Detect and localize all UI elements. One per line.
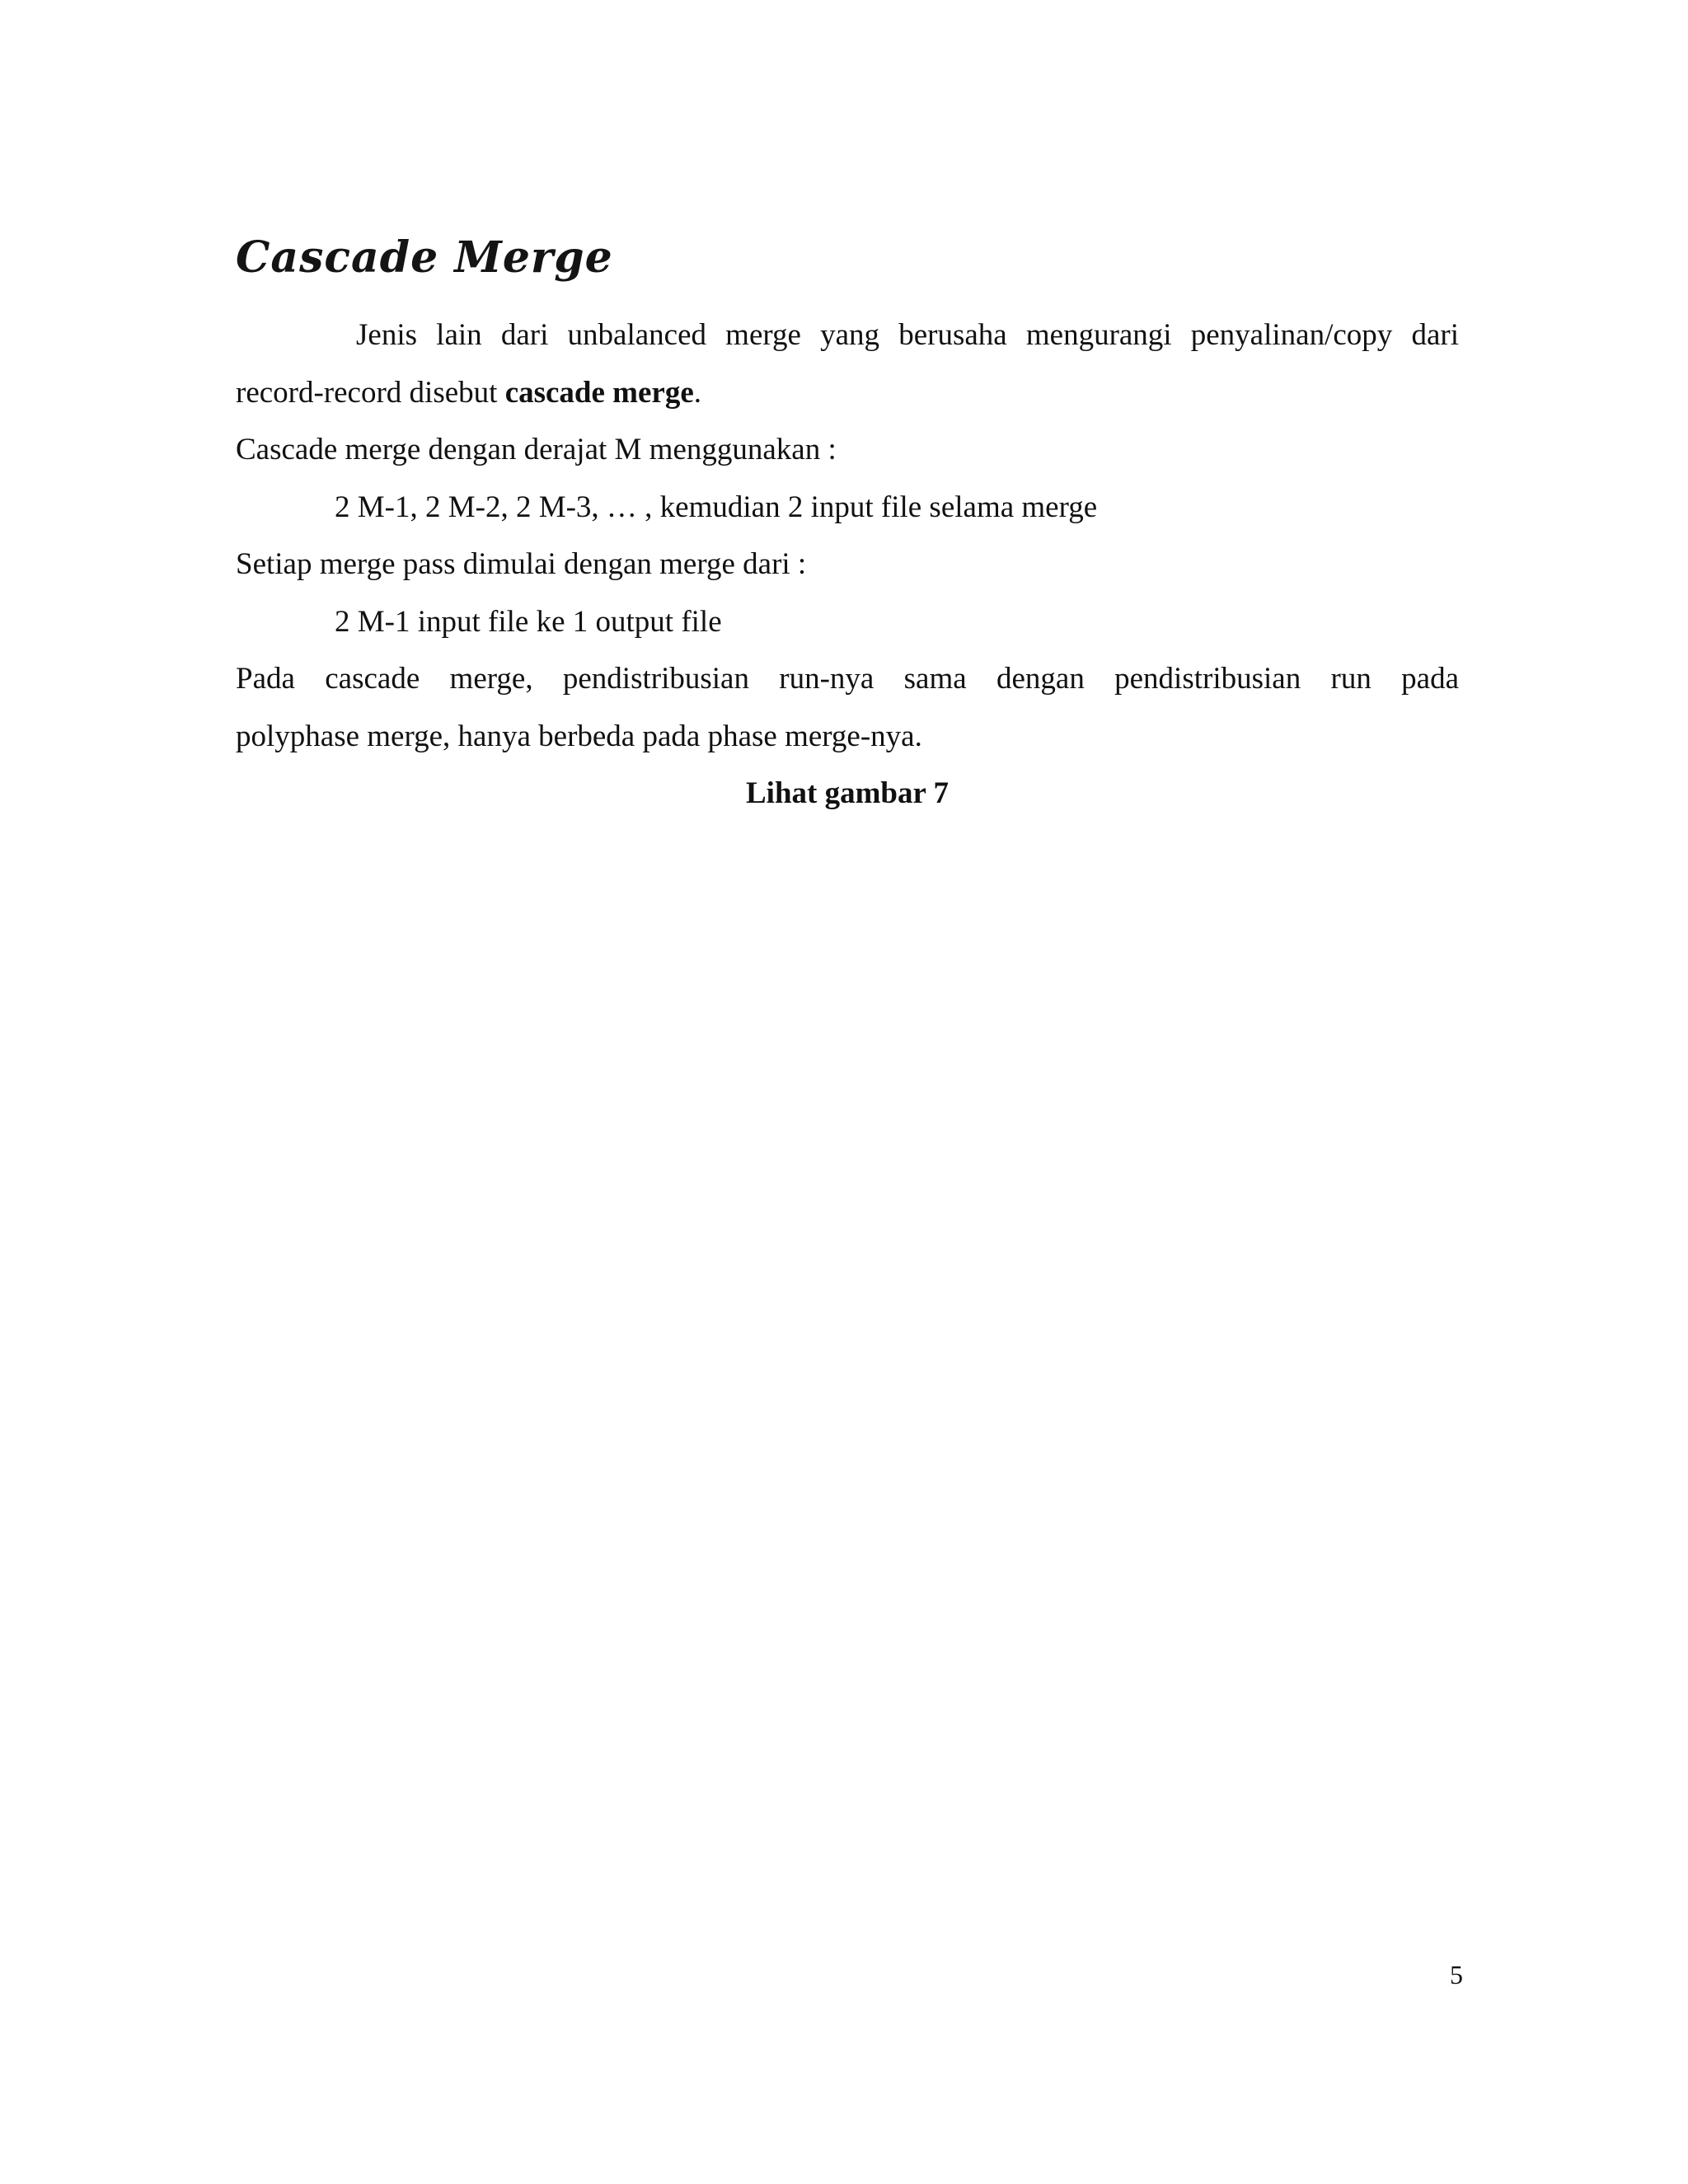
section-heading: Cascade Merge xyxy=(236,232,613,283)
merge-pass-item: 2 M-1 input file ke 1 output file xyxy=(335,604,722,639)
body-text xyxy=(236,307,1459,823)
paragraph-1-line-2-text: record-record disebut xyxy=(236,375,505,410)
paragraph-2-line-1: Pada cascade merge, pendistribusian run-nya sama dengan pendistribusian run pada xyxy=(236,662,1459,696)
input-file-sequence: 2 M-1, 2 M-2, 2 M-3, … , kemudian 2 input file selama merge xyxy=(335,490,1098,524)
degree-statement: Cascade merge dengan derajat M menggunakan : xyxy=(236,433,837,466)
merge-pass-statement: Setiap merge pass dimulai dengan merge dari : xyxy=(236,547,807,581)
paragraph-1-line-1: Jenis lain dari unbalanced merge yang berusaha mengurangi penyalinan/copy dari xyxy=(356,318,1459,352)
cascade-merge-term: cascade merge xyxy=(504,375,694,410)
figure-reference: Lihat gambar 7 xyxy=(745,776,949,810)
paragraph-1-line-2 xyxy=(236,364,1459,422)
paragraph-1-line-2-period: . xyxy=(693,375,702,410)
page-number: 5 xyxy=(1450,1960,1463,1990)
paragraph-2-line-2: polyphase merge, hanya berbeda pada phase merge-nya. xyxy=(236,719,922,753)
